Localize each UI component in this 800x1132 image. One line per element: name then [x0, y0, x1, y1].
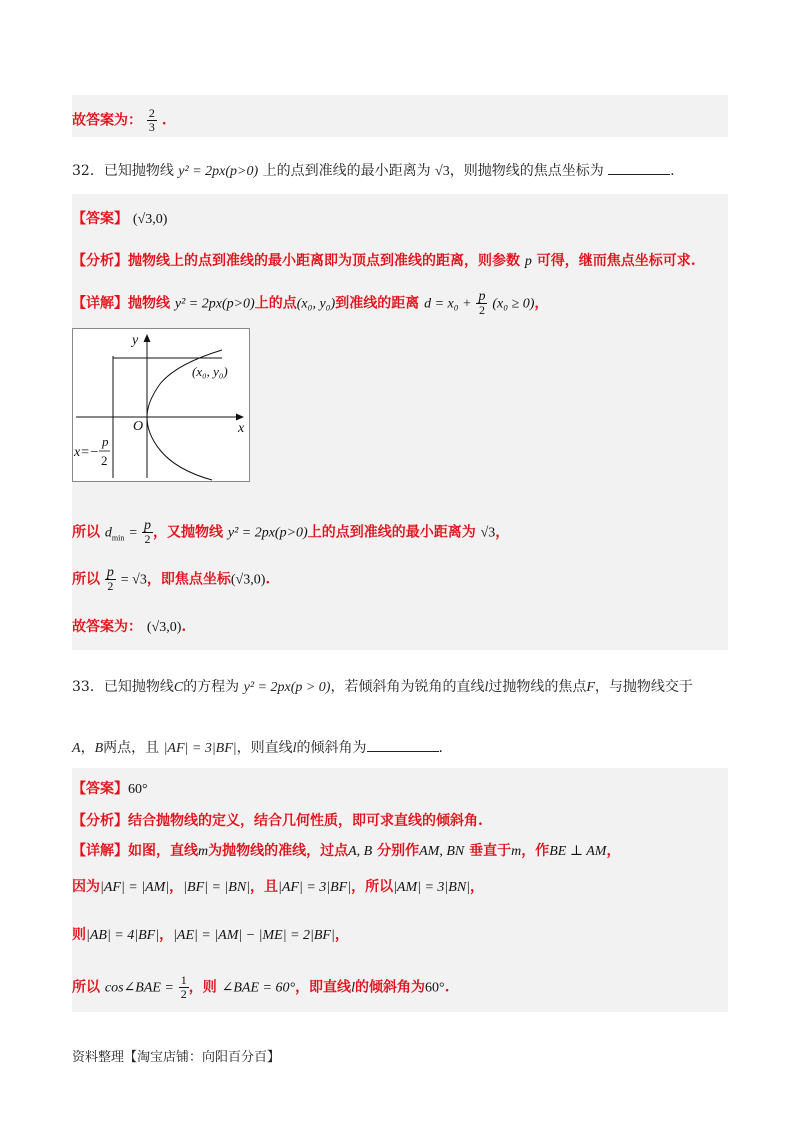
then-end: ， [334, 927, 349, 943]
question-text: 过抛物线的焦点 [488, 679, 587, 695]
frac-denominator: 2 [144, 532, 151, 546]
detail-line [72, 290, 548, 317]
frac-denominator: 2 [107, 579, 114, 593]
directrix-numerator: p [102, 434, 109, 449]
then-text: 则 [72, 927, 86, 943]
question-text: 上的点到准线的最小距离为 [262, 163, 431, 179]
detail-tag: 【详解】 [72, 843, 128, 859]
prev-answer-line [72, 107, 167, 134]
prev-answer-block [72, 95, 728, 137]
question-text: 的方程为 [183, 679, 240, 695]
detail-condition: (x₀ ≥ 0) [492, 296, 535, 312]
so-formula: y² = 2px(p>0) [227, 525, 308, 541]
detail-line [72, 840, 620, 860]
frac-numerator: 1 [180, 973, 187, 987]
y-axis-label: y [132, 333, 139, 348]
because-text: ，所以 [351, 879, 394, 895]
because-text: 因为 [72, 879, 100, 895]
directrix-symbol: m [198, 844, 209, 859]
then-line [72, 924, 349, 944]
angle-value: ∠BAE = 60° [221, 980, 296, 996]
detail-text: 为抛物线的准线，过点 [208, 843, 349, 859]
so-text: ，即焦点坐标 [146, 571, 231, 588]
points-AB: A, B [348, 844, 373, 859]
relation-2: |BF| = |BN| [183, 880, 251, 895]
final-angle: 60° [424, 980, 445, 996]
directrix-symbol: m [511, 844, 522, 859]
question-text: 已知抛物线 [103, 679, 174, 695]
answer-block-33 [72, 768, 728, 1012]
because-line [72, 876, 484, 896]
so-text: 的倾斜角为 [354, 979, 425, 996]
detail-tag: 【详解】 [72, 295, 128, 312]
detail-end: ， [534, 295, 549, 312]
analysis-line [72, 810, 483, 830]
final-answer-line [72, 616, 186, 636]
answer-block-32 [72, 194, 728, 650]
answer-value: 60° [128, 782, 148, 797]
analysis-line [72, 250, 696, 270]
question-condition: |AF| = 3|BF| [163, 741, 237, 756]
detail-point: (x₀, y₀) [296, 296, 336, 312]
because-text: ，且 [250, 879, 279, 895]
distance-symbol: d [104, 525, 112, 541]
answer-line [72, 778, 148, 798]
prev-answer-end: . [161, 112, 167, 129]
prev-answer-lead: 故答案为： [72, 112, 142, 129]
point-B: B [94, 741, 104, 756]
analysis-text: 可得，继而焦点坐标可求. [536, 253, 696, 269]
analysis-tag: 【分析】 [72, 813, 128, 829]
prev-answer-fraction [147, 107, 157, 134]
so-value: √3 [480, 525, 496, 541]
so-text: 所以 [72, 524, 100, 541]
frac-denominator: 2 [180, 987, 187, 1001]
separator: ， [80, 740, 95, 756]
because-end: ， [470, 879, 485, 895]
so-end: . [444, 979, 450, 996]
detail-text: 到准线的距离 [335, 295, 420, 312]
question-number: 33． [72, 679, 104, 695]
analysis-text: 抛物线上的点到准线的最小距离即为顶点到准线的距离，则参数 [128, 253, 520, 269]
question-text: 两点，且 [103, 740, 160, 756]
frac-numerator: p [106, 565, 114, 580]
so-fraction [142, 519, 153, 546]
question-text: ，若倾斜角为锐角的直线 [330, 679, 485, 695]
line-symbol: l [351, 980, 355, 996]
so2-fraction [105, 566, 116, 593]
so-text: ，则 [188, 979, 217, 996]
line-symbol: l [484, 680, 489, 695]
detail-text: 如图，直线 [128, 843, 198, 859]
perpendicular-relation: BE ⊥ AM [549, 844, 607, 859]
so-text: 所以 [72, 571, 100, 588]
question-end: . [670, 163, 675, 179]
answer-blank [367, 737, 439, 752]
so2-equation: = √3 [120, 572, 147, 588]
segments-AM-BN: AM, BN [419, 844, 465, 859]
so-text: 上的点到准线的最小距离为 [307, 524, 476, 541]
final-lead: 故答案为： [72, 619, 142, 635]
distance-subscript: min [111, 533, 125, 543]
question-end: . [438, 740, 443, 756]
directrix-denominator: 2 [101, 453, 108, 468]
answer-tag: 【答案】 [72, 211, 128, 227]
question-32 [72, 160, 675, 180]
curve-symbol: C [173, 680, 184, 695]
frac-numerator: p [478, 289, 486, 304]
focus-symbol: F [586, 680, 595, 695]
detail-text: ，作 [521, 843, 550, 859]
so-text: ，即直线 [295, 979, 352, 996]
point-label: (x₀, y₀) [192, 364, 228, 379]
directrix-label: x=− [74, 445, 100, 460]
origin-label: O [133, 419, 144, 434]
relation-AB: |AB| = 4|BF| [86, 928, 160, 943]
line-symbol: l [292, 741, 297, 756]
question-text: ，则直线 [236, 740, 293, 756]
question-formula: y² = 2px(p > 0) [243, 680, 331, 695]
cosine-expression: cos∠BAE = [104, 980, 174, 996]
detail-text: 垂直于 [469, 843, 512, 859]
frac-numerator: p [143, 518, 151, 533]
question-33-line-2 [72, 737, 443, 757]
question-number: 32． [72, 163, 104, 179]
question-text: 的倾斜角为 [296, 740, 367, 756]
so-end: . [265, 571, 271, 588]
focus-coordinate: (√3,0) [230, 572, 266, 588]
relation-AE: |AE| = |AM| − |ME| = 2|BF| [173, 928, 335, 943]
answer-blank [608, 160, 670, 175]
so-line-2 [72, 566, 270, 593]
question-33-line-1 [72, 676, 693, 696]
detail-formula: y² = 2px(p>0) [174, 296, 255, 312]
page-footer: 资料整理【淘宝店铺：向阳百分百】 [72, 1050, 281, 1065]
x-axis-label: x [238, 421, 245, 436]
analysis-tag: 【分析】 [72, 253, 128, 269]
question-text: ，与抛物线交于 [594, 679, 693, 695]
relation-3: |AF| = 3|BF| [278, 880, 352, 895]
so-text: 所以 [72, 979, 100, 996]
separator: ， [169, 879, 184, 895]
question-text: 已知抛物线 [103, 163, 174, 179]
point-A: A [72, 741, 81, 756]
question-value: √3 [435, 164, 450, 179]
detail-fraction [476, 290, 487, 317]
detail-distance: d = x₀ + [424, 296, 472, 312]
conclusion-line [72, 974, 449, 1001]
separator: ， [159, 927, 174, 943]
relation-1: |AF| = |AM| [100, 880, 170, 895]
answer-tag: 【答案】 [72, 781, 128, 797]
equals-sign: = [129, 525, 138, 541]
detail-text: 分别作 [377, 843, 420, 859]
detail-text: 上的点 [254, 295, 297, 312]
detail-text: 抛物线 [128, 295, 170, 312]
analysis-text: 结合抛物线的定义，结合几何性质，即可求直线的倾斜角. [128, 813, 483, 829]
answer-value: (√3,0) [132, 212, 168, 227]
analysis-variable: p [524, 254, 532, 269]
frac-numerator: 2 [148, 106, 155, 120]
frac-denominator: 3 [148, 120, 155, 134]
so-end: ， [495, 524, 510, 541]
detail-end: ， [606, 843, 621, 859]
final-end: . [181, 619, 187, 635]
parabola-graph [72, 328, 250, 482]
so-text: ，又抛物线 [152, 524, 223, 541]
frac-denominator: 2 [478, 303, 485, 317]
cosine-fraction [179, 974, 189, 1001]
final-value: (√3,0) [146, 620, 182, 635]
relation-4: |AM| = 3|BN| [393, 880, 471, 895]
question-text: ，则抛物线的焦点坐标为 [449, 163, 604, 179]
question-formula: y² = 2px(p>0) [178, 164, 259, 179]
answer-line [72, 208, 167, 228]
so-line-1 [72, 519, 509, 546]
